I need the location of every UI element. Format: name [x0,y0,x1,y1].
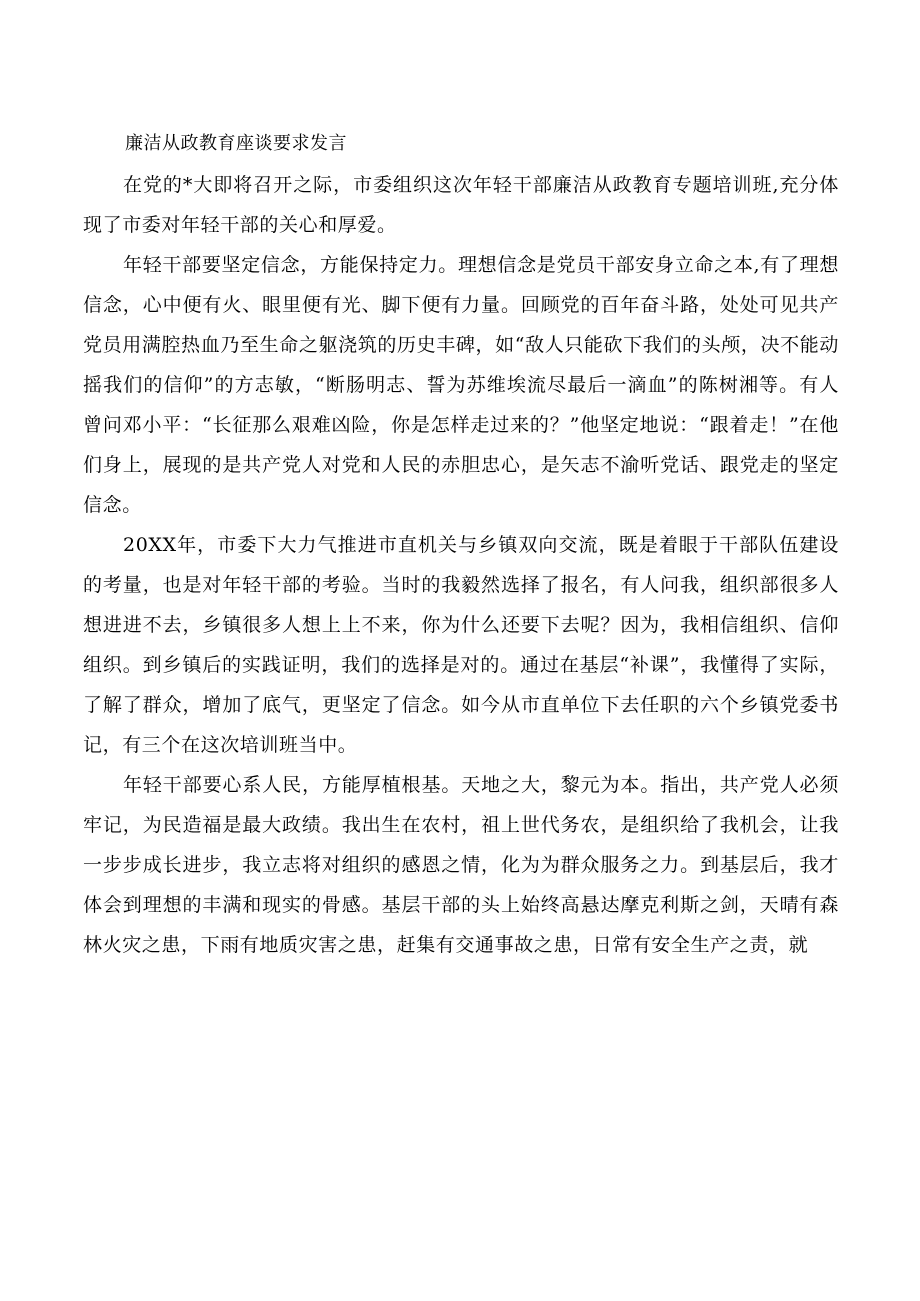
paragraph: 20XX年，市委下大力气推进市直机关与乡镇双向交流，既是着眼于干部队伍建设的考量，也是对年轻干部的考验。当时的我毅然选择了报名，有人问我，组织部很多人想进进不去，乡镇很多人想上上不来，你为什么还要下去呢？因为，我相信组织、信仰组织。到乡镇后的实践证明，我们的选择是对的。通过在基层“补课”，我懂得了实际，了解了群众，增加了底气，更坚定了信念。如今从市直单位下去任职的六个乡镇党委书记，有三个在这次培训班当中。 [83,534,839,756]
document-body [83,126,839,965]
paragraph: 年轻干部要坚定信念，方能保持定力。理想信念是党员干部安身立命之本,有了理想信念，心中便有火、眼里便有光、脚下便有力量。回顾党的百年奋斗路，处处可见共产党员用满腔热血乃至生命之躯浇筑的历史丰碑，如“敌人只能砍下我们的头颅，决不能动摇我们的信仰”的方志敏，“断肠明志、誓为苏维埃流尽最后一滴血”的陈树湘等。有人曾问邓小平：“长征那么艰难凶险，你是怎样走过来的？”他坚定地说：“跟着走！”在他们身上，展现的是共产党人对党和人民的赤胆忠心，是矢志不渝听党话、跟党走的坚定信念。 [83,254,839,516]
paragraph: 在党的*大即将召开之际，市委组织这次年轻干部廉洁从政教育专题培训班,充分体现了市委对年轻干部的关心和厚爱。 [83,174,839,236]
document-title: 廉洁从政教育座谈要求发言 [125,133,347,154]
paragraph: 年轻干部要心系人民，方能厚植根基。天地之大，黎元为本。指出，共产党人必须牢记，为民造福是最大政绩。我出生在农村，祖上世代务农，是组织给了我机会，让我一步步成长进步，我立志将对组织的感恩之情，化为为群众服务之力。到基层后，我才体会到理想的丰满和现实的骨感。基层干部的头上始终高悬达摩克利斯之剑，天晴有森林火灾之患，下雨有地质灾害之患，赶集有交通事故之患，日常有安全生产之责，就 [83,774,839,956]
